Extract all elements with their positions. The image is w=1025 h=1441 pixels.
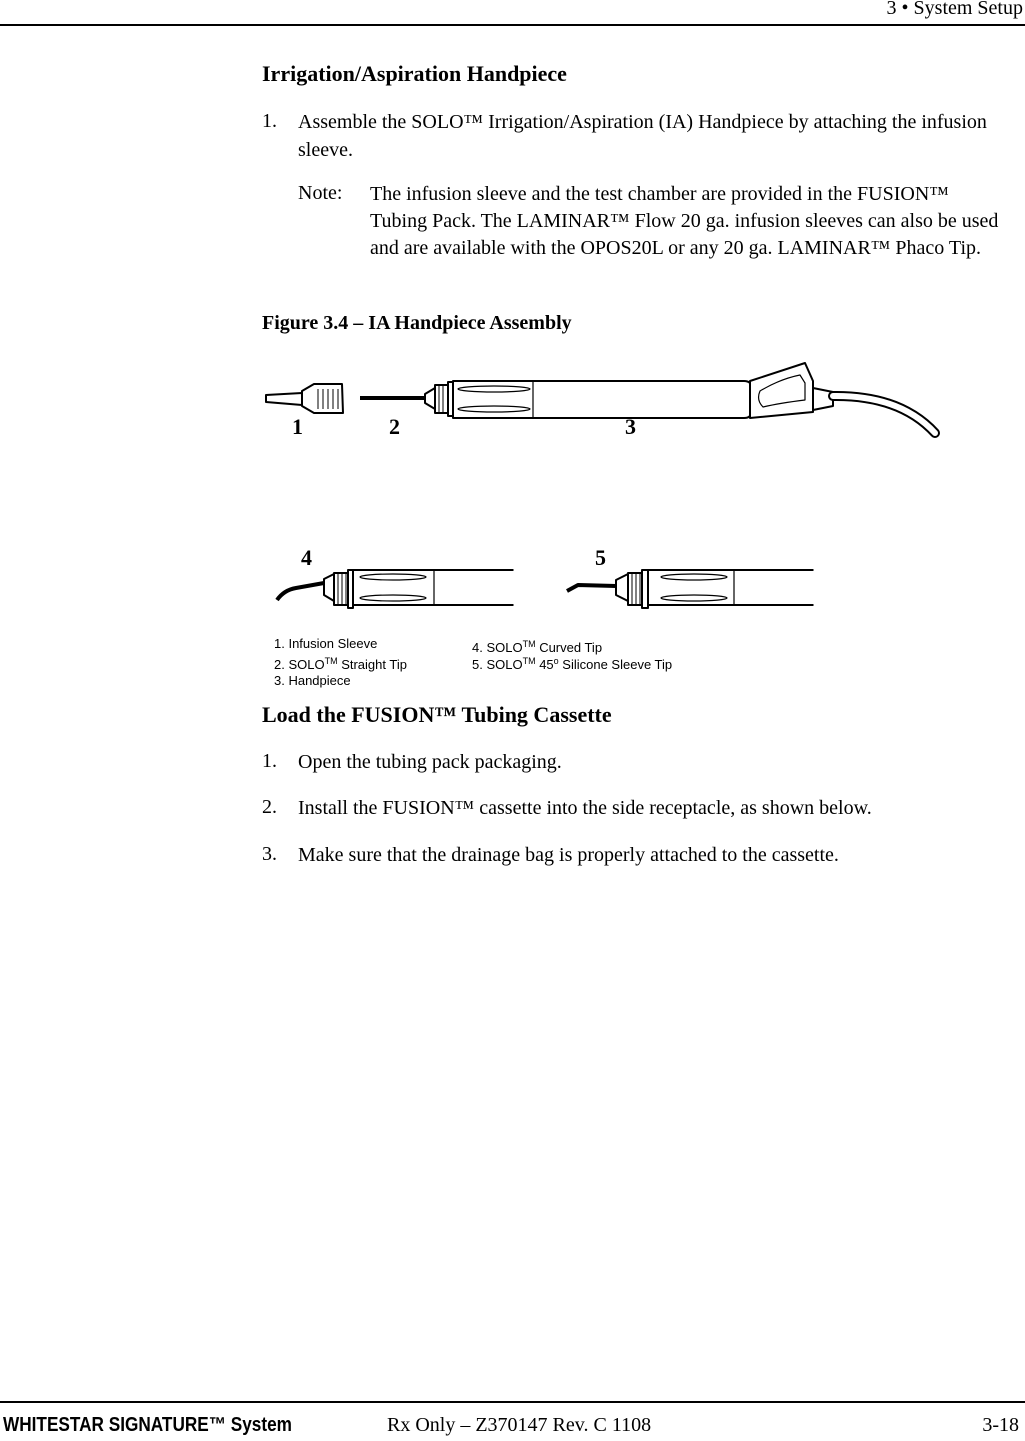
silicone-sleeve-tip-drawing [567, 567, 822, 609]
step-number: 3. [262, 843, 277, 865]
section-title-ia-handpiece: Irrigation/Aspiration Handpiece [262, 61, 567, 86]
step-text: Assemble the SOLO™ Irrigation/Aspiration (IA) Handpiece by attaching the infusion sleeve. [298, 111, 987, 161]
handpiece-drawing [360, 363, 935, 433]
step-number: 1. [262, 750, 277, 772]
section-title-tubing-cassette: Load the FUSION™ Tubing Cassette [262, 702, 612, 727]
infusion-sleeve-drawing [266, 384, 343, 413]
legend-item-straight-tip: 2. SOLO™ Straight Tip [274, 656, 407, 672]
footer-doc-number: Rx Only – Z370147 Rev. C 1108 [387, 1414, 652, 1436]
note-text: The infusion sleeve and the test chamber are provided in the FUSION™ Tubing Pack. The LAMINAR™ Flow 20 ga. infusion sleeves can also be used and are available with the OPOS20L or any 20 ga. LAMINAR™ Phaco Tip. [370, 183, 999, 259]
running-header: 3 • System Setup [886, 0, 1023, 19]
step-text: Open the tubing pack packaging. [298, 751, 562, 773]
callout-1: 1 [292, 414, 303, 439]
page-number: 3-18 [982, 1414, 1019, 1436]
step-number: 1. [262, 110, 277, 132]
step-text: Install the FUSION™ cassette into the side receptacle, as shown below. [298, 797, 872, 819]
curved-tip-drawing [277, 567, 520, 609]
step-number: 2. [262, 796, 277, 818]
footer-product-name: WHITESTAR SIGNATURE™ System [3, 1414, 292, 1436]
header-rule [0, 24, 1025, 26]
legend-item-silicone-sleeve-tip: 5. SOLO™ 45$^o$ Silicone Sleeve Tip [472, 656, 673, 672]
callout-4: 4 [301, 545, 312, 570]
callout-3: 3 [625, 414, 636, 439]
callout-2: 2 [389, 414, 400, 439]
footer-rule [0, 1401, 1025, 1403]
legend-item-handpiece: 3. Handpiece [274, 673, 351, 688]
legend-item-infusion-sleeve: 1. Infusion Sleeve [274, 636, 378, 651]
step-text: Make sure that the drainage bag is properly attached to the cassette. [298, 844, 839, 866]
ia-handpiece-illustration [260, 355, 950, 620]
callout-5: 5 [595, 545, 606, 570]
note-label: Note: [298, 182, 343, 204]
figure-caption: Figure 3.4 – IA Handpiece Assembly [262, 312, 572, 334]
legend-item-curved-tip: 4. SOLO™ Curved Tip [472, 639, 603, 655]
